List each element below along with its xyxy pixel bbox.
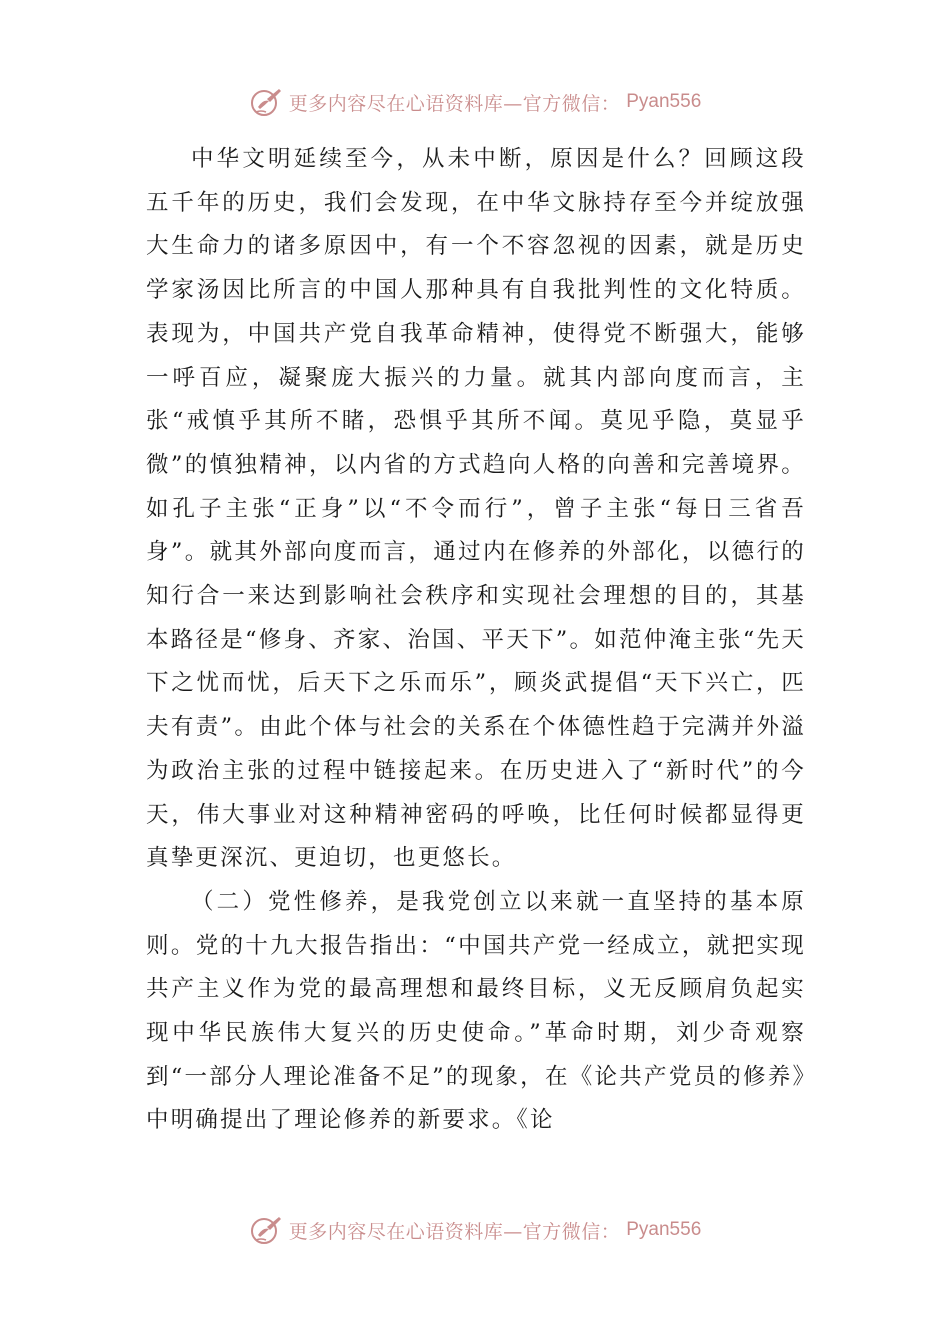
watermark-wechat-id: Pyan556: [626, 1219, 702, 1240]
pen-seal-logo-icon: [249, 85, 283, 119]
watermark-wechat-id: Pyan556: [626, 91, 702, 112]
paragraph-2: （二）党性修养，是我党创立以来就一直坚持的基本原则。党的十九大报告指出：“中国共产党一经成立，就把实现共产主义作为党的最高理想和最终目标，义无反顾肩负起实现中华民族伟大复兴的历史使命。”革命时期，刘少奇观察到“一部分人理论准备不足”的现象，在《论共产党员的修养》中明确提出了理论修养的新要求。《论: [146, 888, 806, 1134]
watermark-label: 更多内容尽在心语资料库—官方微信：: [288, 92, 621, 115]
document-body: [146, 138, 806, 1143]
watermark-header: [0, 82, 950, 122]
watermark-footer: [0, 1210, 950, 1250]
watermark-label: 更多内容尽在心语资料库—官方微信：: [288, 1220, 621, 1243]
pen-seal-logo-icon: [249, 1213, 283, 1247]
paragraph-1: 中华文明延续至今，从未中断，原因是什么？回顾这段五千年的历史，我们会发现，在中华文脉持存至今并绽放强大生命力的诸多原因中，有一个不容忽视的因素，就是历史学家汤因比所言的中国人那种具有自我批判性的文化特质。表现为，中国共产党自我革命精神，使得党不断强大，能够一呼百应，凝聚庞大振兴的力量。就其内部向度而言，主张“戒慎乎其所不睹，恐惧乎其所不闻。莫见乎隐，莫显乎微”的慎独精神，以内省的方式趋向人格的向善和完善境界。如孔子主张“正身”以“不令而行”，曾子主张“每日三省吾身”。就其外部向度而言，通过内在修养的外部化，以德行的知行合一来达到影响社会秩序和实现社会理想的目的，其基本路径是“修身、齐家、治国、平天下”。如范仲淹主张“先天下之忧而忧，后天下之乐而乐”，顾炎武提倡“天下兴亡，匹夫有责”。由此个体与社会的关系在个体德性趋于完满并外溢为政治主张的过程中链接起来。在历史进入了“新时代”的今天，伟大事业对这种精神密码的呼唤，比任何时候都显得更真挚更深沉、更迫切，也更悠长。: [146, 146, 806, 872]
